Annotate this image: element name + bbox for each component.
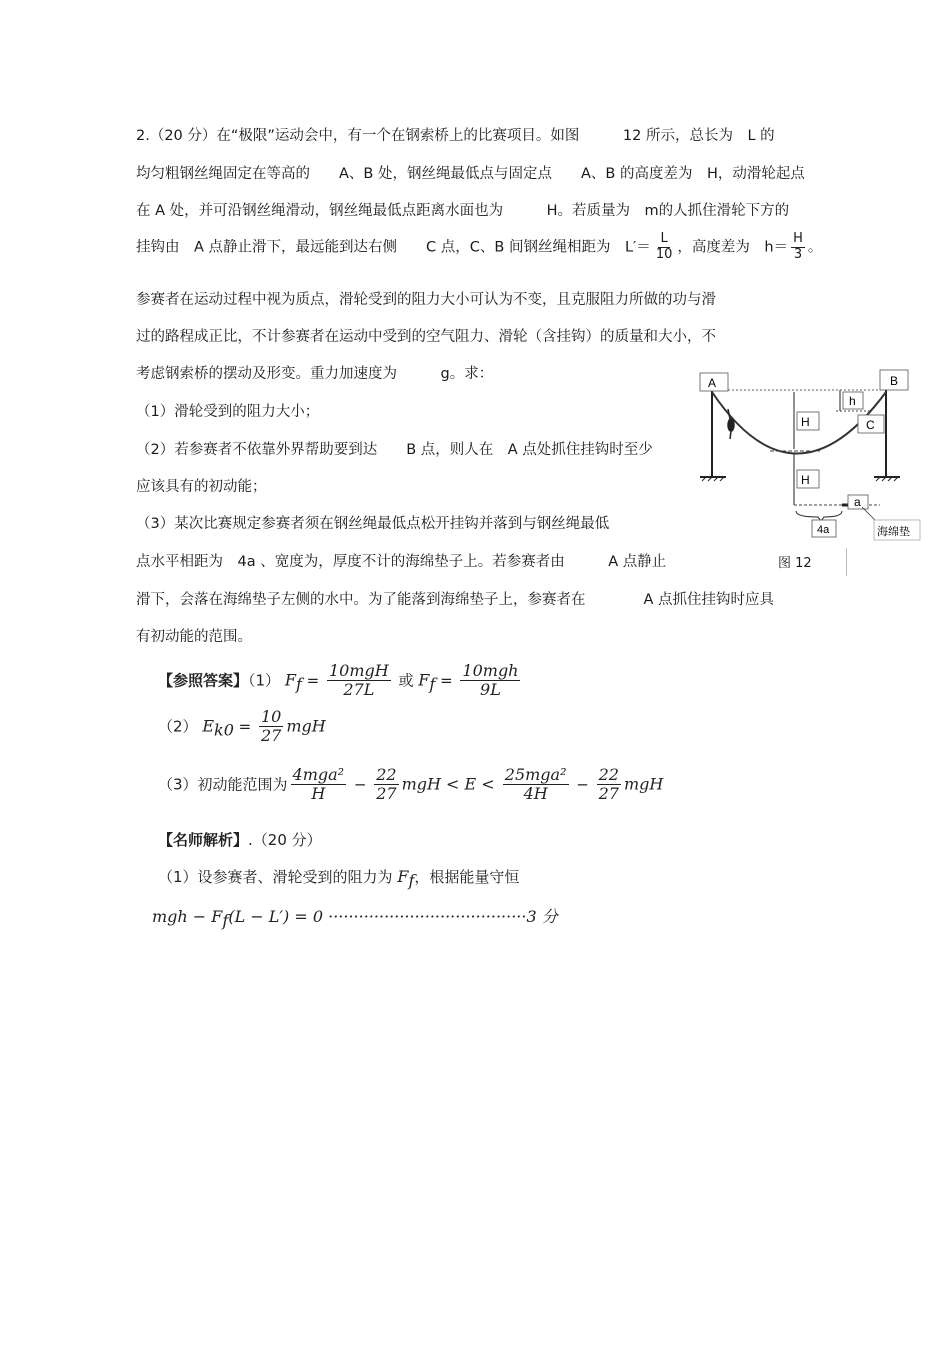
analysis-line-1 xyxy=(158,866,519,890)
problem-line-2: 均匀粗钢丝绳固定在等高的 A、B 处，钢丝绳最低点与固定点 A、B 的高度差为 H，动滑轮起点 xyxy=(136,166,805,182)
question-3-line-2: 点水平相距为 4a 、宽度为，厚度不计的海绵垫子上。若参赛者由 A 点静止 xyxy=(136,554,667,570)
answer-3-fraction-4 xyxy=(597,766,621,804)
problem-line-5: 参赛者在运动过程中视为质点，滑轮受到的阻力大小可认为不变，且克服阻力所做的功与滑 xyxy=(136,292,716,308)
label-C: C xyxy=(866,418,875,432)
problem-line-3: 在 A 处，并可沿钢丝绳滑动，钢丝绳最低点距离水面也为 H。若质量为 m的人抓住滑轮下方的 xyxy=(136,203,790,219)
answer-2-fraction xyxy=(259,708,283,746)
question-2-line-2: 应该具有的初动能； xyxy=(136,479,267,495)
figure-divider xyxy=(846,548,847,576)
answer-3-minus-2: − xyxy=(571,775,594,794)
answer-3 xyxy=(158,766,663,804)
answer-3-label: （3）初动能范围为 xyxy=(158,775,288,794)
fraction-denominator: 3 xyxy=(793,246,803,262)
problem-line-4 xyxy=(136,232,822,263)
pad-pointer-line xyxy=(862,507,876,521)
fraction-denominator: 27 xyxy=(261,726,282,746)
brace-4a xyxy=(796,511,842,521)
label-h: h xyxy=(849,394,856,408)
answer-2-lhs: E xyxy=(202,716,215,736)
answer-3-mid: mgH < E < xyxy=(401,774,500,794)
analysis-equation-sub: f xyxy=(222,911,229,930)
label-4a: 4a xyxy=(817,524,830,536)
analysis-line-1-b: ，根据能量守恒 xyxy=(414,868,520,886)
fraction-numerator: 22 xyxy=(598,765,619,784)
analysis-line-1-sub: f xyxy=(408,871,415,890)
fraction-L-over-10 xyxy=(654,232,675,263)
label-H-lower: H xyxy=(801,473,810,487)
fraction-H-over-3 xyxy=(791,232,805,263)
analysis-line-1-var: F xyxy=(397,867,409,886)
analysis-line-1-a: （1）设参赛者、滑轮受到的阻力为 xyxy=(158,868,398,886)
analysis-header xyxy=(158,829,322,850)
label-H-upper: H xyxy=(801,415,810,429)
answer-1-lhs-2: F xyxy=(418,670,430,690)
fraction-denominator: 27 xyxy=(598,784,619,804)
answer-1-lhs: F xyxy=(284,670,296,690)
problem-line-7: 考虑钢索桥的摆动及形变。重力加速度为 g。求： xyxy=(136,366,494,382)
label-B: B xyxy=(890,374,899,388)
fraction-denominator: 27L xyxy=(343,680,375,700)
figure-12-diagram xyxy=(690,365,930,550)
analysis-equation xyxy=(152,904,558,930)
participant-icon xyxy=(728,409,734,439)
fraction-denominator: H xyxy=(311,784,326,804)
question-1: （1）滑轮受到的阻力大小； xyxy=(136,404,320,420)
problem-line-1: 2.（20 分）在“极限”运动会中，有一个在钢索桥上的比赛项目。如图 12 所示，总长为 L 的 xyxy=(136,128,775,144)
question-3-line-1: （3）某次比赛规定参赛者须在钢丝绳最低点松开挂钩并落到与钢丝绳最低 xyxy=(136,516,610,532)
fraction-numerator: 22 xyxy=(376,765,397,784)
fraction-numerator: 10 xyxy=(261,707,282,726)
problem-line-4-text-c: 。 xyxy=(807,239,823,256)
answer-header: 【参照答案】 xyxy=(158,671,249,690)
answer-3-fraction-1 xyxy=(291,766,347,804)
analysis-equation-tail: (L − L′) = 0 ·······································3 分 xyxy=(228,907,558,926)
analysis-header-tail: .（20 分） xyxy=(248,831,322,849)
fraction-denominator: 4H xyxy=(523,784,548,804)
answer-1-fraction-2 xyxy=(460,662,520,700)
fraction-numerator: H xyxy=(793,231,803,246)
answer-3-fraction-2 xyxy=(374,766,398,804)
question-2-line-1: （2）若参赛者不依靠外界帮助要到达 B 点，则人在 A 点处抓住挂钩时至少 xyxy=(136,442,653,458)
answer-2 xyxy=(158,708,326,746)
answer-1-sub-2: f xyxy=(429,674,436,694)
problem-line-4-text-a: 挂钩由 A 点静止滑下，最远能到达右侧 C 点，C、B 间钢丝绳相距为 L′＝ xyxy=(136,239,651,256)
answer-2-sub: k0 xyxy=(214,720,234,740)
figure-caption: 图 12 xyxy=(778,556,812,571)
answer-3-fraction-3 xyxy=(503,766,569,804)
answer-3-tail: mgH xyxy=(623,774,664,794)
answer-1-eq-2: = xyxy=(435,671,458,690)
fraction-denominator: 10 xyxy=(655,246,673,262)
label-sponge-pad: 海绵垫 xyxy=(877,525,910,538)
answer-2-tail: mgH xyxy=(286,716,326,736)
fraction-numerator: 4mga² xyxy=(292,765,345,784)
question-3-line-3: 滑下，会落在海绵垫子左侧的水中。为了能落到海绵垫子上，参赛者在 A 点抓住挂钩时应具 xyxy=(136,592,775,608)
answer-3-minus-1: − xyxy=(349,775,372,794)
answer-1-eq: = xyxy=(301,671,324,690)
answer-1-fraction-1 xyxy=(327,662,391,700)
problem-line-6: 过的路程成正比，不计参赛者在运动中受到的空气阻力、滑轮（含挂钩）的质量和大小，不 xyxy=(136,329,716,345)
fraction-numerator: 10mgh xyxy=(462,661,519,680)
label-A: A xyxy=(708,376,717,390)
fraction-numerator: L xyxy=(660,231,668,246)
answer-1-label: （1） xyxy=(248,671,281,690)
answer-1-sub: f xyxy=(295,674,302,694)
fraction-numerator: 10mgH xyxy=(328,661,389,680)
fraction-denominator: 9L xyxy=(480,680,501,700)
problem-line-4-text-b: ，高度差为 h＝ xyxy=(677,239,789,256)
analysis-header-label: 【名师解析】 xyxy=(158,831,249,849)
answer-2-eq: = xyxy=(233,717,256,736)
fraction-numerator: 25mga² xyxy=(504,765,567,784)
answer-2-label: （2） xyxy=(158,717,198,736)
answer-1 xyxy=(158,662,523,700)
analysis-equation-lhs: mgh − F xyxy=(152,907,223,926)
question-3-line-4: 有初动能的范围。 xyxy=(136,629,252,645)
label-a: a xyxy=(854,495,861,509)
fraction-denominator: 27 xyxy=(376,784,397,804)
answer-1-or: 或 xyxy=(393,671,419,690)
